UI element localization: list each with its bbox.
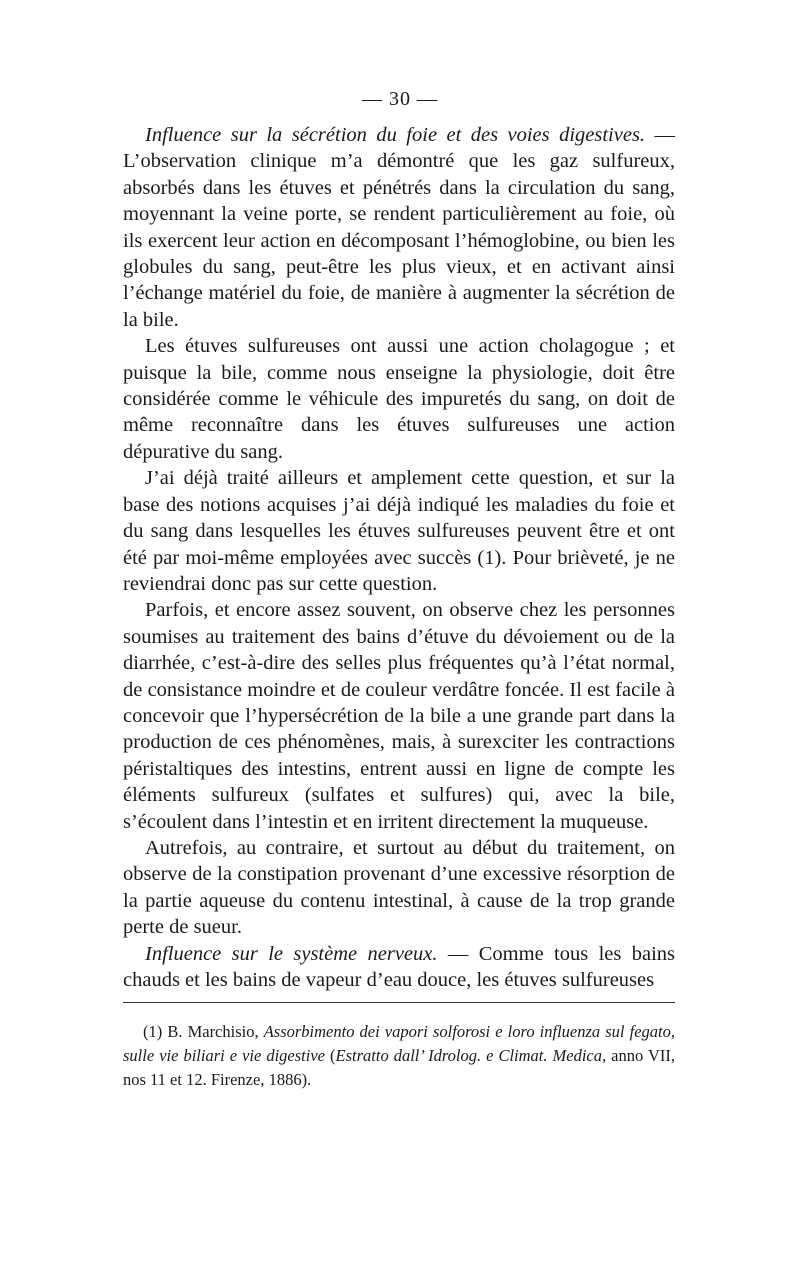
paragraph-liver-influence (123, 122, 675, 333)
body-text (123, 122, 675, 993)
paragraph-text: — L’observation clinique m’a démontré que les gaz sulfureux, absorbés dans les étuves et pénétrés dans la circulation du sang, moyennant la veine porte, se rendent particulièrement au foie, où ils exercent leur action en décomposant l’hémoglobine, ou bien les globules du sang, peut-être les plus vieux, et en activant ainsi l’échange matériel du foie, de manière à augmenter la sécrétion de la bile. (123, 124, 675, 331)
paragraph-nervous-system (123, 941, 675, 994)
paragraph-constipation: Autrefois, au contraire, et surtout au début du traitement, on observe de la constipation provenant d’une excessive résorption de la partie aqueuse du contenu intestinal, à cause de la trop grande perte de sueur. (123, 836, 675, 939)
footnote-text (123, 1020, 675, 1092)
section-heading-liver: Influence sur la sécrétion du foie et des voies digestives. (145, 124, 646, 146)
section-heading-nervous: Influence sur le système nerveux. (145, 942, 438, 965)
footnote-source: Estratto dall’ Idrolog. e Climat. Medica, (335, 1046, 607, 1065)
footnote-divider (123, 1002, 675, 1003)
footnote (123, 1020, 675, 1092)
footnote-middle: ( (324, 1046, 336, 1065)
paragraph-cholagogue: Les étuves sulfureuses ont aussi une action cholagogue ; et puisque la bile, comme nous enseigne la physiologie, doit être considérée comme le véhicule des impuretés du sang, on doit de même reconnaître dans les étuves sulfureuses une action dépurative du sang. (123, 335, 675, 463)
paragraph-diarrhea: Parfois, et encore assez souvent, on observe chez les personnes soumises au traitement des bains d’étuve du dévoiement ou de la diarrhée, c’est-à-dire des selles plus fréquentes qu’à l’état normal, de consistance moindre et de couleur verdâtre foncée. Il est facile à concevoir que l’hypersécrétion de la bile a une grande part dans la production de ces phénomènes, mais, à surexciter les contractions péristaltiques des intestins, entrent aussi en ligne de compte les éléments sulfureux (sulfates et sulfures) qui, avec la bile, s’écoulent dans l’intestin et en irritent directement la muqueuse. (123, 599, 675, 833)
paragraph-text: — Comme tous les bains chauds et les bains de vapeur d’eau douce, les étuves sulfureuses (123, 942, 676, 991)
footnote-title: Assorbimento dei vapori solforosi e loro influenza sul fegato, sulle vie biliari e vie digestive (123, 1022, 675, 1065)
paragraph-previous-work: J’ai déjà traité ailleurs et amplement cette question, et sur la base des notions acquises j’ai déjà indiqué les maladies du foie et du sang dans lesquelles les étuves sulfureuses peuvent être et ont été par moi-même employées avec succès (1). Pour brièveté, je ne reviendrai donc pas sur cette question. (123, 467, 675, 595)
footnote-ref: (1) B. Marchisio, (143, 1022, 264, 1041)
footnote-tail: anno VII, nos 11 et 12. Firenze, 1886). (123, 1046, 675, 1089)
page-number: — 30 — (362, 88, 438, 110)
